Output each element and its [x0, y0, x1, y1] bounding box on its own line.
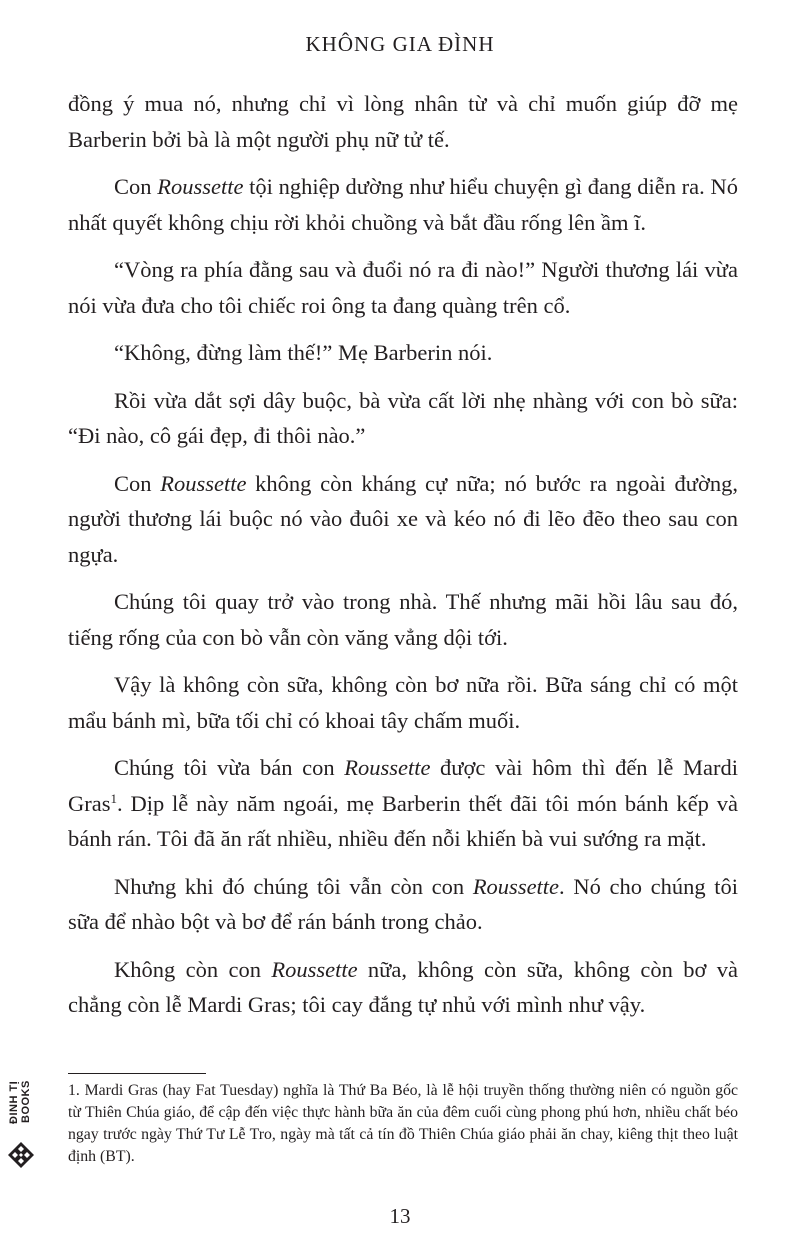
footnote-separator — [68, 1073, 206, 1074]
paragraph — [68, 952, 738, 1023]
text-run: “Vòng ra phía đằng sau và đuổi nó ra đi nào!” Người thương lái vừa nói vừa đưa cho tôi chiếc roi ông ta đang quàng trên cổ. — [68, 257, 738, 318]
page-number: 13 — [389, 1204, 411, 1228]
text-run: “Không, đừng làm thế!” Mẹ Barberin nói. — [114, 340, 493, 365]
text-run: Con — [114, 470, 161, 496]
text-run: nữa, không còn sữa, không còn bơ và chẳng còn lễ Mardi Gras; tôi cay đắng tự nhủ với mình như vậy. — [68, 956, 738, 1017]
paragraph — [68, 86, 738, 157]
footnote: 1. Mardi Gras (hay Fat Tuesday) nghĩa là Thứ Ba Béo, là lễ hội truyền thống thường niên có nguồn gốc từ Thiên Chúa giáo, để cập đến việc thực hành bữa ăn của đêm cuối cùng phong phú hơn, nhiều chất béo ngay trước ngày Thứ Tư Lễ Tro, ngày mà tất cả tín đồ Thiên Chúa giáo phải ăn chay, kiêng thịt theo luật định (BT). — [68, 1082, 738, 1165]
text-run: không còn kháng cự nữa; nó bước ra ngoài đường, người thương lái buộc nó vào đuôi xe và kéo nó đi lẽo đẽo theo sau con ngựa. — [68, 470, 738, 567]
text-run: . Dịp lễ này năm ngoái, mẹ Barberin thết đãi tôi món bánh kếp và bánh rán. Tôi đã ăn rất nhiều, nhiều đến nỗi khiến bà vui sướng ra mặt. — [68, 790, 738, 851]
italic-name: Roussette — [160, 470, 247, 496]
paragraph — [68, 383, 738, 454]
text-run: Con — [114, 174, 158, 199]
running-header: KHÔNG GIA ĐÌNH — [305, 32, 495, 56]
footnote-ref: 1 — [110, 790, 117, 806]
dinh-ti-logo-icon — [8, 1142, 34, 1168]
paragraph — [68, 584, 738, 655]
paragraph — [68, 750, 738, 857]
text-run: Vậy là không còn sữa, không còn bơ nữa rồi. Bữa sáng chỉ có một mẩu bánh mì, bữa tối chỉ có khoai tây chấm muối. — [68, 672, 738, 733]
italic-name: Roussette — [472, 873, 560, 899]
paragraph — [68, 169, 738, 240]
text-run: Chúng tôi quay trở vào trong nhà. Thế nhưng mãi hồi lâu sau đó, tiếng rống của con bò vẫn còn văng vẳng dội tới. — [68, 589, 738, 650]
publisher-name: ĐINH TỊ BOOKS — [8, 1080, 32, 1124]
text-run: Nhưng khi đó chúng tôi vẫn còn con — [114, 873, 473, 899]
paragraph — [68, 252, 738, 323]
text-run: Không còn con — [114, 956, 272, 982]
italic-name: Roussette — [157, 174, 244, 199]
text-run: Rồi vừa dắt sợi dây buộc, bà vừa cất lời nhẹ nhàng với con bò sữa: “Đi nào, cô gái đẹp, đi thôi nào.” — [68, 387, 738, 448]
body-text — [68, 86, 738, 1035]
publisher-mark — [6, 1066, 36, 1176]
paragraph — [68, 869, 738, 940]
paragraph — [68, 335, 738, 371]
paragraph — [68, 466, 738, 573]
text-run: đồng ý mua nó, nhưng chỉ vì lòng nhân từ và chỉ muốn giúp đỡ mẹ Barberin bởi bà là một người phụ nữ tử tế. — [68, 91, 738, 152]
italic-name: Roussette — [344, 755, 431, 780]
text-run: tội nghiệp dường như hiểu chuyện gì đang diễn ra. Nó nhất quyết không chịu rời khỏi chuồng và bắt đầu rống lên ầm ĩ. — [68, 174, 738, 235]
paragraph — [68, 667, 738, 738]
text-run: . Nó cho chúng tôi sữa để nhào bột và bơ để rán bánh trong chảo. — [68, 873, 738, 934]
text-run: được vài hôm thì đến lễ Mardi Gras — [68, 755, 738, 816]
text-run: Chúng tôi vừa bán con — [114, 755, 345, 780]
italic-name: Roussette — [271, 956, 358, 982]
